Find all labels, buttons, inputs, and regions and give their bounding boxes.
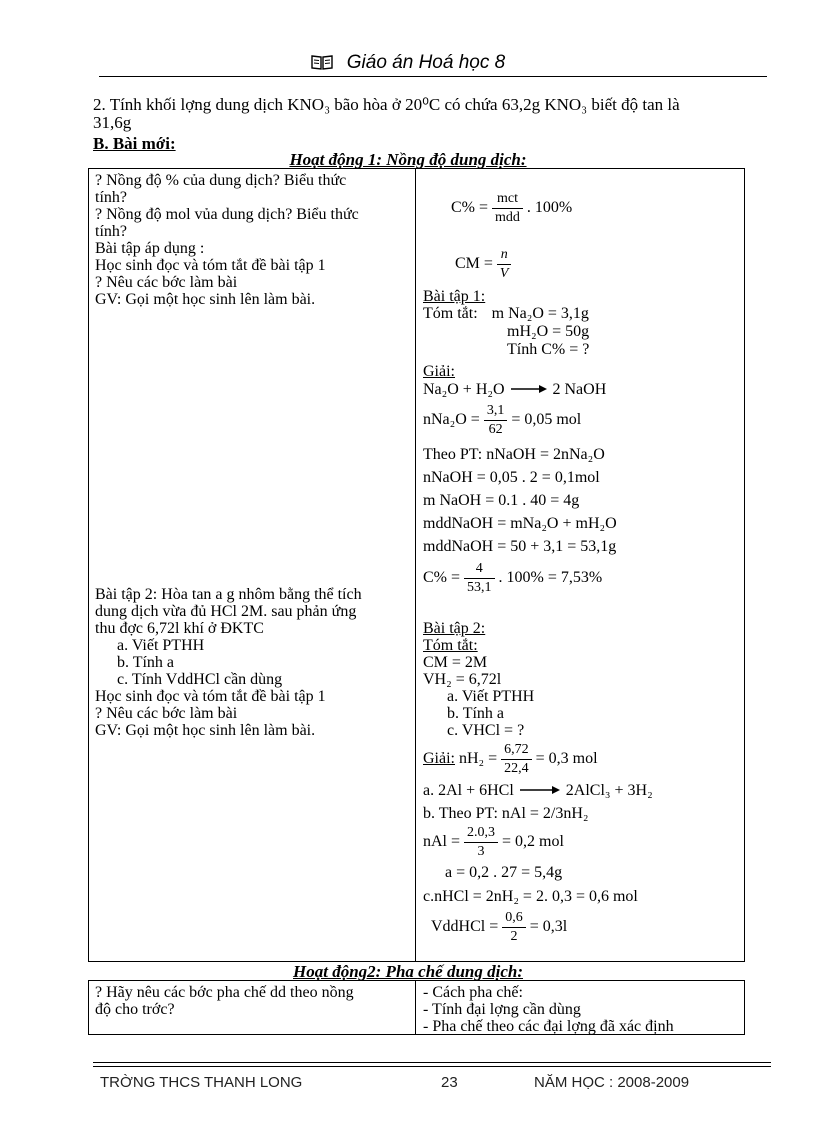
left-line: GV: Gọi một học sinh lên làm bài. <box>95 291 316 308</box>
task-item: b. Tính a <box>447 705 505 722</box>
formula-lhs: CM = <box>455 255 493 273</box>
question-2-line-2: 31,6g <box>93 113 132 132</box>
left2-tail: Học sinh đọc và tóm tắt đề bài tập 1 <box>95 688 326 705</box>
left-line: ? Nêu các bớc làm bài <box>95 274 238 291</box>
reaction-lhs: Na₂O + H₂O <box>423 381 505 398</box>
solution-line: m NaOH = 0.1 . 40 = 4g <box>423 492 580 509</box>
denominator: 62 <box>488 422 503 437</box>
given-line: VH₂ = 6,72l <box>423 671 502 688</box>
left2-line: dung dịch vừa đủ HCl 2M. sau phản ứng <box>95 603 357 620</box>
activity-2-title: Hoạt động2: Pha chế dung dịch: <box>293 962 523 981</box>
activity-1-left <box>95 172 359 308</box>
denominator: 22,4 <box>504 761 529 776</box>
page-header <box>0 52 816 74</box>
numerator: 6,72 <box>501 741 532 760</box>
footer-page-number: 23 <box>441 1074 458 1091</box>
task-item: c. VHCl = ? <box>447 722 525 739</box>
left2-sub: c. Tính VddHCl cần dùng <box>117 671 283 688</box>
moles-h2 <box>423 741 741 778</box>
formula-percent-concentration <box>451 190 572 227</box>
formula-rhs: = 0,3l <box>529 918 568 936</box>
given-line: m Na₂O = 3,1g <box>491 305 589 322</box>
percent-result <box>423 560 741 597</box>
solution-line: mddNaOH = mNa₂O + mH₂O <box>423 515 617 532</box>
numerator: 4 <box>464 560 495 579</box>
formula-rhs: = 0,05 mol <box>511 411 582 429</box>
denominator: 3 <box>477 844 485 859</box>
left2-line: thu đợc 6,72l khí ở ĐKTC <box>95 620 264 637</box>
question-2 <box>93 96 783 132</box>
denominator: 53,1 <box>467 580 492 595</box>
activity-1-left-exercise-2 <box>95 586 362 739</box>
denominator: 2 <box>510 929 518 944</box>
formula-rhs: = 0,3 mol <box>535 750 598 768</box>
formula-lhs: C% = <box>423 569 461 587</box>
fraction <box>484 402 508 439</box>
exercise-2-heading: Bài tập 2: <box>423 620 486 637</box>
numerator: 3,1 <box>484 402 508 421</box>
formula-lhs: VddHCl = <box>431 918 499 936</box>
reaction-arrow-icon <box>509 384 549 394</box>
activity-2-divider <box>415 980 416 1035</box>
volume-hcl <box>423 909 741 946</box>
formula-lhs: C% = <box>451 199 489 217</box>
header-rule <box>99 76 767 77</box>
formula-lhs: nAl = <box>423 833 461 851</box>
fraction <box>492 190 523 227</box>
fraction <box>464 560 495 597</box>
left-line: tính? <box>95 223 127 240</box>
activity-2-left <box>95 984 354 1018</box>
moles-al <box>423 824 741 861</box>
formula-rhs: = 0,2 mol <box>502 833 564 851</box>
numerator: 0,6 <box>502 909 526 928</box>
section-b-label: B. Bài mới: <box>93 134 176 153</box>
fraction <box>502 909 526 946</box>
given-line: CM = 2M <box>423 654 488 671</box>
solution-line: c.nHCl = 2nH₂ = 2. 0,3 = 0,6 mol <box>423 888 638 905</box>
denominator: V <box>499 266 509 281</box>
solution-line: Theo PT: nNaOH = 2nNa₂O <box>423 446 605 463</box>
fraction <box>464 824 498 861</box>
solution-heading: Giải: <box>423 363 455 380</box>
reaction-lhs: a. 2Al + 6HCl <box>423 782 514 799</box>
reaction-arrow-icon <box>518 785 562 795</box>
moles-na2o <box>423 402 741 439</box>
left2-line: Bài tập 2: Hòa tan a g nhôm bằng thể tích <box>95 586 362 603</box>
footer-school: TRỜNG THCS THANH LONG <box>100 1074 303 1091</box>
formula-rhs: . 100% = 7,53% <box>498 569 603 587</box>
right-line: - Pha chế theo các đại lợng đã xác định <box>423 1018 674 1035</box>
solution-line: a = 0,2 . 27 = 5,4g <box>445 864 563 881</box>
fraction <box>497 246 512 283</box>
exercise-1-heading: Bài tập 1: <box>423 288 486 305</box>
reaction-rhs: 2AlCl₃ + 3H₂ <box>565 782 653 799</box>
formula-rhs: . 100% <box>526 199 573 217</box>
solution-line: b. Theo PT: nAl = 2/3nH₂ <box>423 805 589 822</box>
solution-line: nNaOH = 0,05 . 2 = 0,1mol <box>423 469 600 486</box>
footer-rule-top <box>93 1062 771 1063</box>
given-line: mH₂O = 50g <box>507 323 590 340</box>
denominator: mdd <box>495 210 520 225</box>
left-line: độ cho trớc? <box>95 1001 175 1018</box>
summary-label: Tóm tắt: <box>423 305 478 322</box>
activity-1-divider <box>415 168 416 962</box>
formula-lhs: nH₂ = <box>459 750 498 768</box>
fraction <box>501 741 532 778</box>
reaction-equation-2 <box>423 778 741 804</box>
activity-1-title: Hoạt động 1: Nồng độ dung dịch: <box>289 150 527 169</box>
left-line: ? Nồng độ % của dung dịch? Biểu thức <box>95 172 347 189</box>
footer-rule-bottom <box>93 1066 771 1067</box>
right-line: - Tính đại lợng cần dùng <box>423 1001 581 1018</box>
left-line: ? Nồng độ mol vủa dung dịch? Biểu thức <box>95 206 359 223</box>
reaction-rhs: 2 NaOH <box>552 381 607 398</box>
question-2-line-1: 2. Tính khối lợng dung dịch KNO₃ bão hòa ở 20⁰C có chứa 63,2g KNO₃ biết độ tan là <box>93 95 680 114</box>
book-icon <box>311 54 333 70</box>
exercise-2-solution <box>423 620 741 946</box>
solution-heading: Giải: <box>423 750 455 768</box>
formula-lhs: nNa₂O = <box>423 411 480 429</box>
numerator: n <box>497 246 512 265</box>
left2-sub: b. Tính a <box>117 654 175 671</box>
activity-2-right <box>423 984 674 1035</box>
solution-line: mddNaOH = 50 + 3,1 = 53,1g <box>423 538 617 555</box>
header-title: Giáo án Hoá học 8 <box>346 52 506 73</box>
right-line: - Cách pha chế: <box>423 984 523 1001</box>
formula-molar-concentration <box>455 246 511 283</box>
footer-school-year: NĂM HỌC : 2008-2009 <box>534 1074 690 1091</box>
left-line: tính? <box>95 189 127 206</box>
left-line: ? Hãy nêu các bớc pha chế dd theo nồng <box>95 984 354 1001</box>
summary-label: Tóm tắt: <box>423 637 478 654</box>
left2-tail: GV: Gọi một học sinh lên làm bài. <box>95 722 316 739</box>
reaction-equation <box>423 380 741 400</box>
exercise-1-solution <box>423 288 741 597</box>
numerator: mct <box>492 190 523 209</box>
left-line: Bài tập áp dụng : <box>95 240 205 257</box>
given-line: Tính C% = ? <box>507 341 590 358</box>
left2-tail: ? Nêu các bớc làm bài <box>95 705 238 722</box>
task-item: a. Viết PTHH <box>447 688 535 705</box>
left2-sub: a. Viết PTHH <box>117 637 205 654</box>
numerator: 2.0,3 <box>464 824 498 843</box>
left-line: Học sinh đọc và tóm tắt đề bài tập 1 <box>95 257 326 274</box>
